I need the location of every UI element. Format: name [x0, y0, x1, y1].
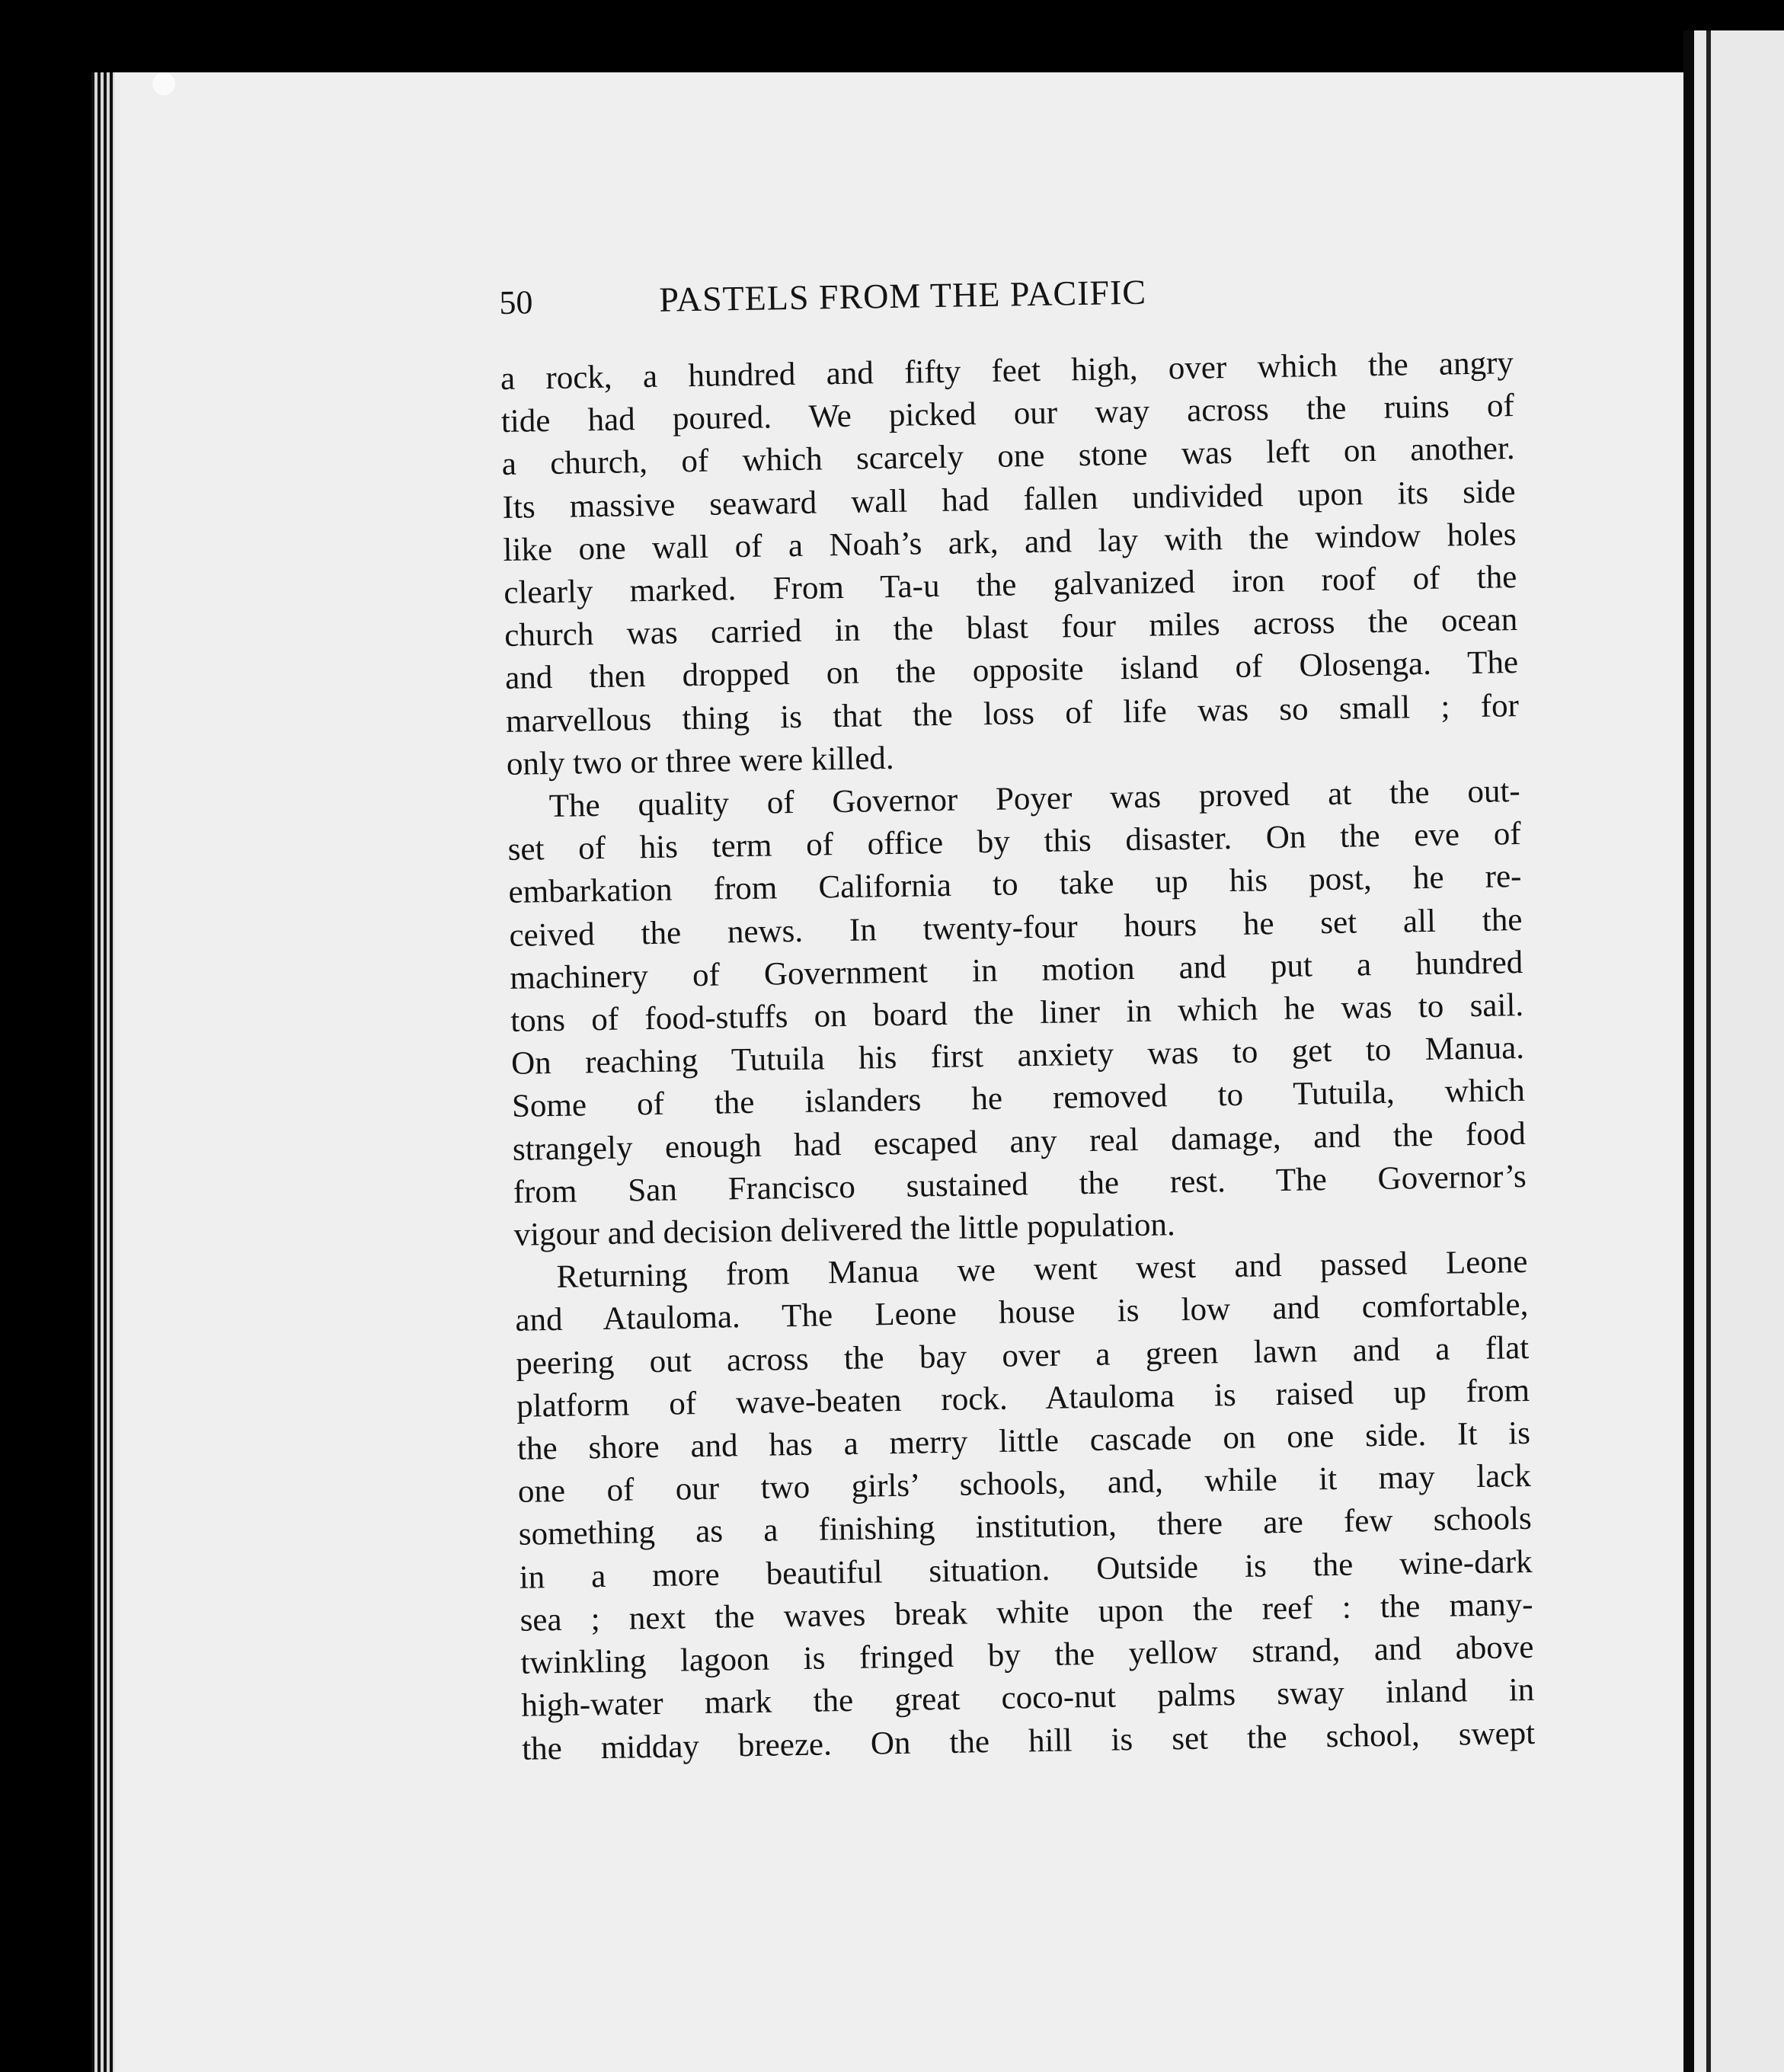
text-line: the midday breeze. On the hill is set the school, swept: [521, 1715, 1536, 1767]
text-line: peering out across the bay over a green lawn and a flat: [515, 1329, 1530, 1382]
scan-artifact: [152, 72, 175, 95]
text-line: Its massive seaward wall had fallen undivided upon its side: [502, 473, 1516, 526]
text-line: something as a finishing institution, there are few schools: [518, 1501, 1533, 1553]
text-line: one of our two girls’ schools, and, while it may lack: [517, 1458, 1532, 1511]
page-content: [499, 266, 1536, 1770]
text-line: platform of wave-beaten rock. Atauloma is raised up from: [516, 1372, 1530, 1424]
paragraph-3: [514, 1241, 1535, 1770]
text-line: embarkation from California to take up his post, he re-: [508, 859, 1522, 911]
text-line: like one wall of a Noah’s ark, and lay with the window holes: [503, 516, 1517, 568]
text-line: sea ; next the waves break white upon the reef : the many-: [520, 1586, 1533, 1639]
text-line: in a more beautiful situation. Outside is the wine-dark: [519, 1543, 1533, 1596]
text-line: only two or three were killed.: [506, 740, 894, 782]
running-title: PASTELS FROM THE PACIFIC: [658, 272, 1147, 319]
text-line: church was carried in the blast four miles across the ocean: [504, 602, 1518, 654]
text-line: from San Francisco sustained the rest. The Governor’s: [513, 1158, 1527, 1210]
facing-page-edge: [1683, 30, 1784, 2072]
text-line: tide had poured. We picked our way across the ruins of: [500, 388, 1515, 440]
text-line: twinkling lagoon is fringed by the yellow strand, and above: [520, 1629, 1534, 1681]
text-line: vigour and decision delivered the little population.: [513, 1207, 1176, 1253]
text-line: On reaching Tutuila his first anxiety was to get to Manua.: [510, 1030, 1525, 1082]
paragraph-1: [500, 342, 1520, 786]
text-line: a rock, a hundred and fifty feet high, over which the angry: [500, 345, 1514, 397]
text-line: tons of food-stuffs on board the liner in which he was to sail.: [510, 987, 1524, 1039]
text-line: The quality of Governor Poyer was proved at the out-: [548, 773, 1521, 825]
text-line: set of his term of office by this disaster. On the eve of: [507, 816, 1521, 868]
text-line: Returning from Manua we went west and passed Leone: [556, 1244, 1528, 1296]
text-line: marvellous thing is that the loss of life was so small ; for: [505, 687, 1520, 740]
text-line: a church, of which scarcely one stone was left on another.: [501, 430, 1515, 483]
text-line: Some of the islanders he removed to Tutuila, which: [511, 1073, 1526, 1125]
text-line: strangely enough had escaped any real damage, and the food: [512, 1115, 1527, 1168]
page-number: 50: [499, 283, 533, 321]
text-line: and then dropped on the opposite island of Olosenga. The: [504, 644, 1519, 697]
text-line: machinery of Government in motion and put a hundred: [509, 944, 1523, 996]
text-line: ceived the news. In twenty-four hours he set all the: [509, 901, 1523, 954]
text-line: and Atauloma. The Leone house is low and comfortable,: [515, 1287, 1529, 1339]
text-line: clearly marked. From Ta-u the galvanized iron roof of the: [504, 559, 1517, 611]
text-line: the shore and has a merry little cascade on one side. It is: [516, 1415, 1531, 1467]
text-line: high-water mark the great coco-nut palms sway inland in: [521, 1672, 1535, 1725]
paragraph-2: [507, 770, 1527, 1257]
